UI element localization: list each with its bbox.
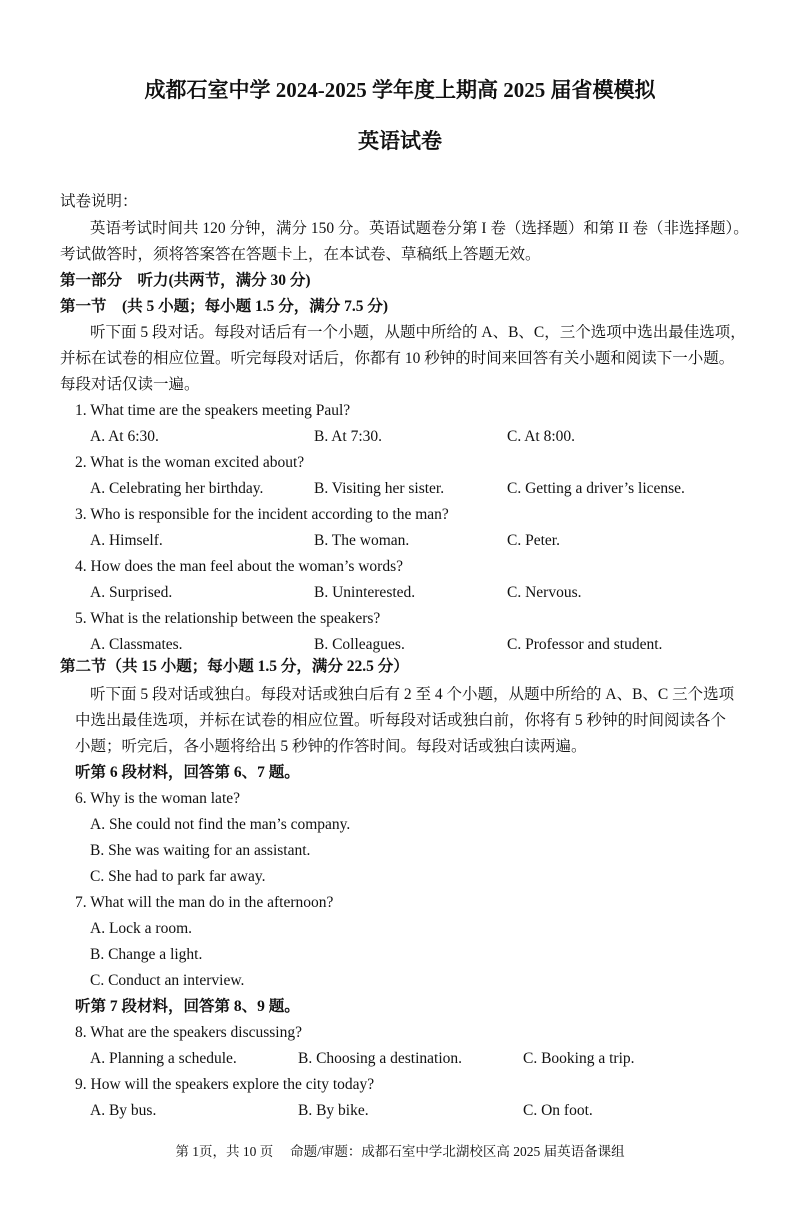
section1-directions-1: 听下面 5 段对话。每段对话后有一个小题，从题中所给的 A、B、C，三个选项中选出最佳选项， — [90, 324, 746, 341]
option-c: C. Conduct an interview. — [90, 972, 245, 989]
section2-directions-3: 小题；听完后，各小题将给出 5 秒钟的作答时间。每段对话或独白读两遍。 — [75, 738, 587, 755]
option-b: B. Choosing a destination. — [298, 1050, 463, 1067]
option-b: B. Visiting her sister. — [314, 480, 445, 497]
page-footer: 第 1页，共 10 页 命题/审题：成都石室中学北湖校区高 2025 届英语备课组 — [175, 1144, 625, 1159]
exam-title: 成都石室中学 2024-2025 学年度上期高 2025 届省模模拟 — [144, 78, 656, 102]
instructions-line-1: 英语考试时间共 120 分钟，满分 150 分。英语试题卷分第 I 卷（选择题）和第 II 卷（非选择题）。 — [90, 220, 749, 237]
section1-directions-2: 并标在试卷的相应位置。听完每段对话后，你都有 10 秒钟的时间来回答有关小题和阅读下一小题。 — [60, 350, 735, 367]
option-c: C. Booking a trip. — [523, 1050, 635, 1067]
exam-subtitle: 英语试卷 — [358, 129, 442, 153]
question-stem: 2. What is the woman excited about? — [75, 454, 305, 471]
part1-heading: 第一部分 听力(共两节，满分 30 分) — [60, 272, 311, 289]
question-stem: 3. Who is responsible for the incident according to the man? — [75, 506, 449, 523]
question-stem: 7. What will the man do in the afternoon? — [75, 894, 334, 911]
question-stem: 5. What is the relationship between the speakers? — [75, 610, 381, 627]
section1-directions-3: 每段对话仅读一遍。 — [60, 376, 200, 393]
question-stem: 6. Why is the woman late? — [75, 790, 241, 807]
option-c: C. Getting a driver’s license. — [507, 480, 685, 497]
section2-directions-1: 听下面 5 段对话或独白。每段对话或独白后有 2 至 4 个小题，从题中所给的 A、B、C 三个选项 — [90, 686, 735, 703]
option-b: B. Uninterested. — [314, 584, 416, 601]
option-a: A. At 6:30. — [90, 428, 159, 445]
option-c: C. Peter. — [507, 532, 560, 549]
option-c: C. Professor and student. — [507, 636, 663, 653]
option-a: A. She could not find the man’s company. — [90, 816, 351, 833]
option-c: C. On foot. — [523, 1102, 593, 1119]
option-a: A. By bus. — [90, 1102, 157, 1119]
section1-heading: 第一节 (共 5 小题；每小题 1.5 分，满分 7.5 分) — [60, 298, 389, 315]
material-7-heading: 听第 7 段材料，回答第 8、9 题。 — [75, 998, 300, 1015]
option-a: A. Celebrating her birthday. — [90, 480, 264, 497]
question-stem: 1. What time are the speakers meeting Paul? — [75, 402, 351, 419]
question-stem: 9. How will the speakers explore the city today? — [75, 1076, 375, 1093]
instructions-label: 试卷说明： — [60, 193, 138, 210]
question-stem: 8. What are the speakers discussing? — [75, 1024, 302, 1041]
option-a: A. Surprised. — [90, 584, 173, 601]
option-c: C. Nervous. — [507, 584, 582, 601]
option-b: B. She was waiting for an assistant. — [90, 842, 311, 859]
option-b: B. Change a light. — [90, 946, 203, 963]
section2-heading: 第二节（共 15 小题；每小题 1.5 分，满分 22.5 分） — [60, 658, 409, 675]
option-b: B. By bike. — [298, 1102, 369, 1119]
option-b: B. Colleagues. — [314, 636, 405, 653]
question-stem: 4. How does the man feel about the woman’s words? — [75, 558, 404, 575]
option-c: C. At 8:00. — [507, 428, 576, 445]
option-b: B. The woman. — [314, 532, 410, 549]
material-6-heading: 听第 6 段材料，回答第 6、7 题。 — [75, 764, 300, 781]
option-a: A. Himself. — [90, 532, 163, 549]
option-a: A. Classmates. — [90, 636, 183, 653]
option-a: A. Lock a room. — [90, 920, 193, 937]
option-c: C. She had to park far away. — [90, 868, 266, 885]
option-b: B. At 7:30. — [314, 428, 383, 445]
option-a: A. Planning a schedule. — [90, 1050, 237, 1067]
section2-directions-2: 中选出最佳选项，并标在试卷的相应位置。听每段对话或独白前，你将有 5 秒钟的时间阅读各个 — [75, 712, 727, 729]
instructions-line-2: 考试做答时，须将答案答在答题卡上，在本试卷、草稿纸上答题无效。 — [60, 246, 541, 263]
